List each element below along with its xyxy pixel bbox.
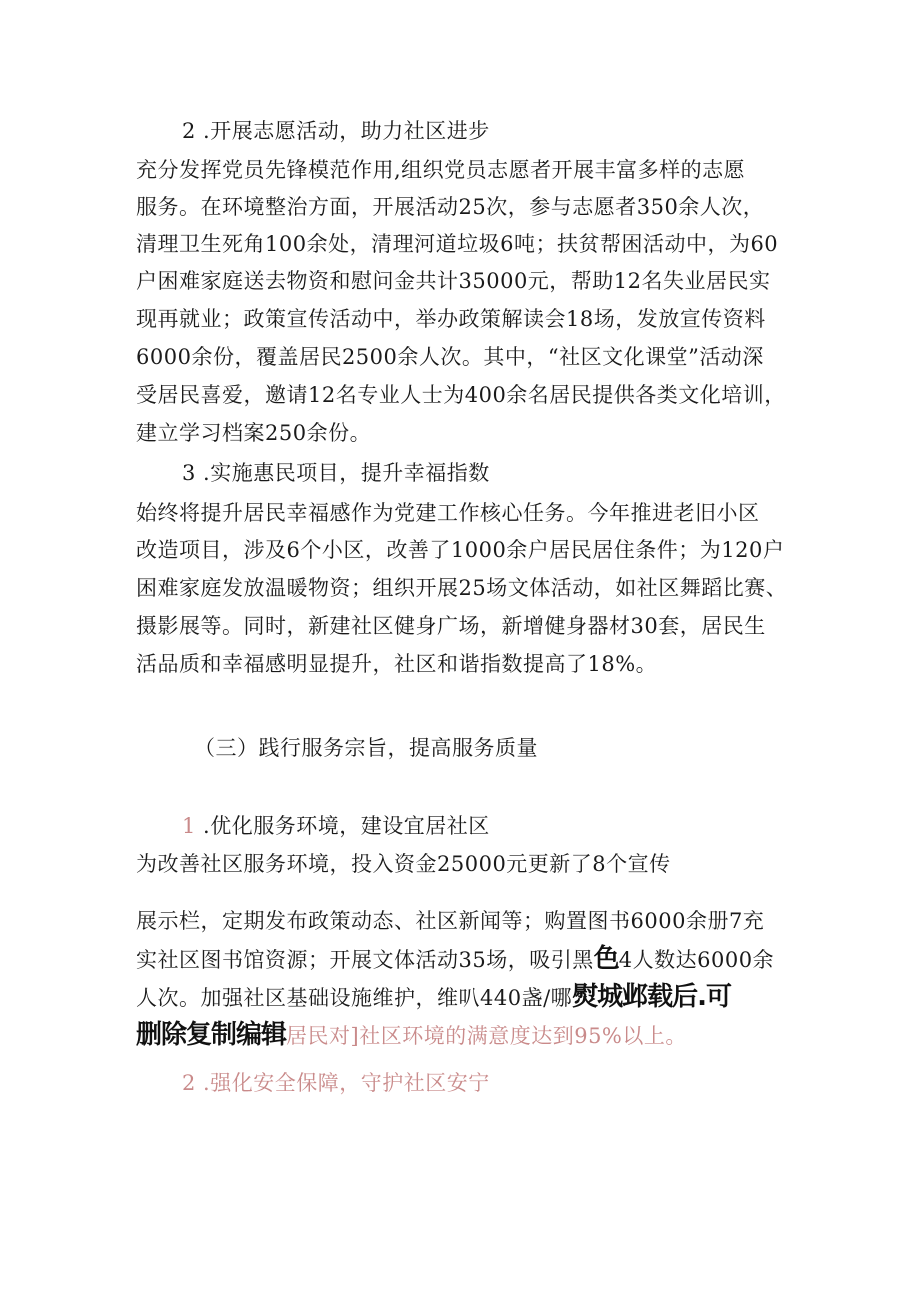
garbled-overlay-text: 色 [593,944,619,974]
paragraph-line [136,1022,687,1049]
watermark-overlay-text: 删除复制编辑 [136,1020,287,1050]
section-2-heading: 2 .开展志愿活动，助力社区进步 [182,119,490,143]
faded-text-fragment: 居民对]社区环境的满意度达到95%以上。 [286,1024,687,1048]
part-3-title: （三）践行服务宗旨，提高服务质量 [194,736,538,760]
paragraph-line: 充分发挥党员先锋模范作用,组织党员志愿者开展丰富多样的志愿 [136,158,746,182]
subsection-2-heading: 2 .强化安全保障，守护社区安宁 [182,1071,490,1095]
paragraph-line: 户困难家庭送去物资和慰问金共计35000元，帮助12名失业居民实 [136,269,771,293]
paragraph-line: 改造项目，涉及6个小区，改善了1000余户居民居住条件；为120户 [136,538,785,562]
subsection-1-heading [182,813,490,839]
paragraph-line: 摄影展等。同时，新建社区健身广场，新增健身器材30套，居民生 [136,614,766,638]
paragraph-line: 清理卫生死角100余处，清理河道垃圾6吨；扶贫帮困活动中，为60 [136,232,779,256]
text-fragment: 人次。加强社区基础设施维护，维叭440盏/哪 [136,986,573,1010]
paragraph-line: 活品质和幸福感明显提升，社区和谐指数提高了18%。 [136,652,658,676]
paragraph-line: 始终将提升居民幸福感作为党建工作核心任务。今年推进老旧小区 [136,501,760,525]
heading-number: 1 [182,814,196,838]
paragraph-line [136,984,731,1011]
paragraph-line: 现再就业；政策宣传活动中，举办政策解读会18场，发放宣传资料 [136,307,766,331]
text-fragment: 实社区图书馆资源；开展文体活动35场，吸引黑 [136,948,594,972]
text-fragment: 4人数达6000余 [618,948,775,972]
paragraph-line: 困难家庭发放温暖物资；组织开展25场文体活动，如社区舞蹈比赛、 [136,576,788,600]
heading-text: .优化服务环境，建设宜居社区 [195,814,490,838]
paragraph-line: 建立学习档案250余份。 [136,421,372,445]
paragraph-line [136,946,774,973]
paragraph-line: 受居民喜爱，邀请12名专业人士为400余名居民提供各类文化培训， [136,383,786,407]
paragraph-line: 展示栏，定期发布政策动态、社区新闻等；购置图书6000余册7充 [136,909,765,933]
paragraph-line: 为改善社区服务环境，投入资金25000元更新了8个宣传 [136,852,671,876]
garbled-overlay-text: 熨城邺载后.可 [572,982,732,1012]
paragraph-line: 6000余份，覆盖居民2500余人次。其中，“社区文化课堂”活动深 [136,345,764,369]
section-3-heading: 3 .实施惠民项目，提升幸福指数 [182,461,490,485]
paragraph-line: 服务。在环境整治方面，开展活动25次，参与志愿者350余人次， [136,195,765,219]
